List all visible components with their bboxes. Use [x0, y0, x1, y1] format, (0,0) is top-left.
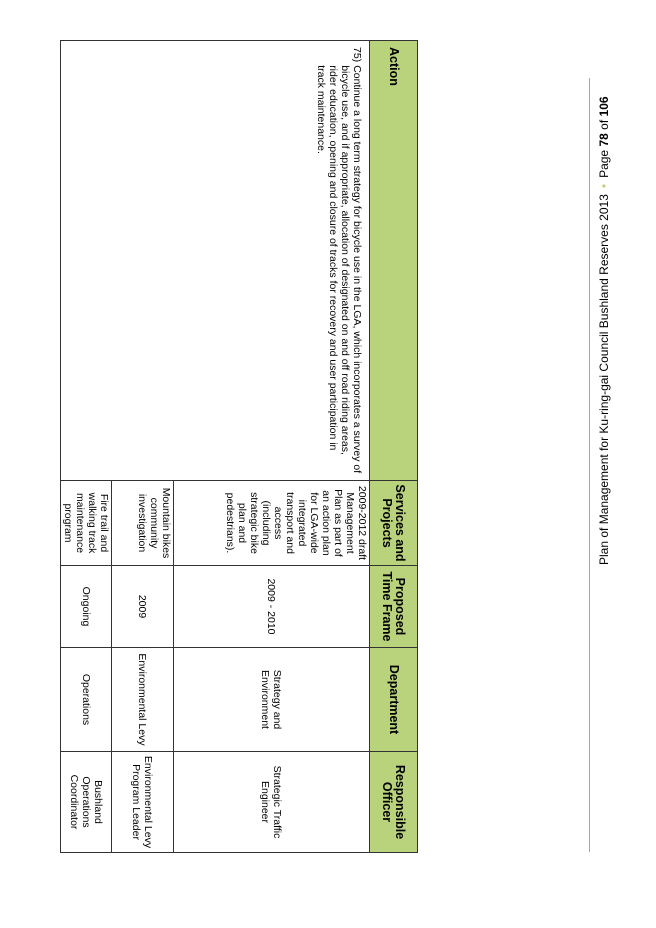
department-cell: Operations	[61, 648, 112, 752]
table-row	[174, 41, 370, 853]
total-pages: 106	[597, 96, 611, 117]
action-cell	[61, 41, 370, 481]
services-cell: Mountain bikes community investigation	[112, 481, 174, 566]
table-header-row	[370, 41, 418, 853]
of-label: of	[597, 119, 611, 130]
header-services: Services and Projects	[370, 481, 418, 566]
services-cell: 2009-2012 draft Management Plan as part of an action plan for LGA-wide integrated transport and access (including strategic bike plan and pedestrians).	[174, 481, 370, 566]
page-label: Page	[597, 149, 611, 178]
footer-title: Plan of Management for Ku-ring-gai Council Bushland Reserves 2013	[597, 194, 611, 565]
officer-cell: Environmental Levy Program Leader	[112, 752, 174, 853]
page-footer	[596, 65, 612, 565]
department-cell: Strategy and Environment	[174, 648, 370, 752]
footer-rule	[589, 78, 590, 852]
footer-bullet: •	[597, 183, 611, 189]
action-table-rotated	[63, 40, 418, 852]
action-text: Continue a long term strategy for bicycle use in the LGA, which incorporates a survey of bicycle use, and if appropriate, allocation of designated on and off road riding areas, rider education, opening and closure of tracks for recovery and user participation in track maintenance.	[315, 65, 363, 474]
action-number: 75)	[351, 47, 363, 63]
officer-cell: Bushland Operations Coordinator	[61, 752, 112, 853]
header-time-frame: Proposed Time Frame	[370, 566, 418, 648]
page-number: 78	[597, 133, 611, 147]
header-action: Action	[370, 41, 418, 481]
time-frame-cell: Ongoing	[61, 566, 112, 648]
action-table	[60, 40, 418, 853]
header-department: Department	[370, 648, 418, 752]
time-frame-cell: 2009	[112, 566, 174, 648]
time-frame-cell: 2009 - 2010	[174, 566, 370, 648]
officer-cell: Strategic Traffic Engineer	[174, 752, 370, 853]
header-officer: Responsible Officer	[370, 752, 418, 853]
services-cell: Fire trail and walking track maintenance program	[61, 481, 112, 566]
department-cell: Environmental Levy	[112, 648, 174, 752]
